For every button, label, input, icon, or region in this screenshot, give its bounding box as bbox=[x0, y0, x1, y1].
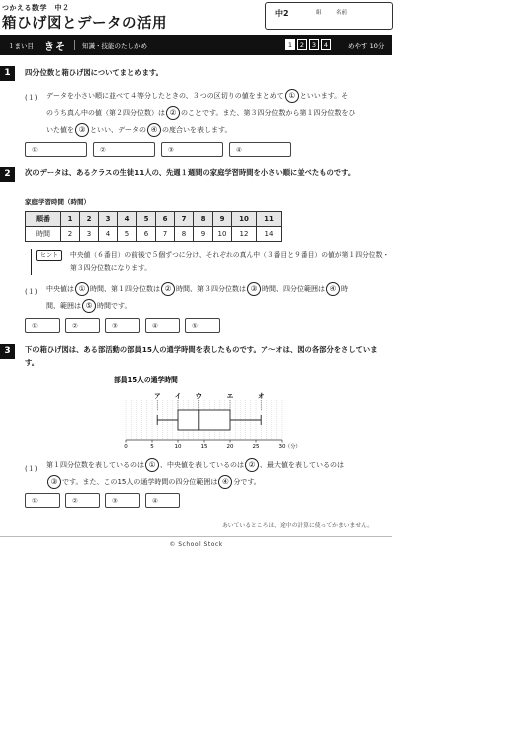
info-bar bbox=[0, 35, 392, 55]
question-2-text: 中央値は ① 時間、第１四分位数は ② 時間、第３四分位数は ③ 時間、四分位範囲は ④ 時 間、範囲は ⑤ 時間です。 bbox=[46, 281, 391, 315]
x-axis-unit: （分） bbox=[285, 444, 301, 450]
page-3[interactable]: 3 bbox=[309, 39, 319, 50]
hint-box bbox=[31, 249, 396, 275]
boxplot-chart bbox=[110, 372, 301, 456]
marker-label: イ bbox=[174, 392, 182, 400]
table-caption: 家庭学習時間（時間） bbox=[25, 198, 90, 206]
page-2[interactable]: 2 bbox=[297, 39, 307, 50]
x-tick-label: 30 bbox=[278, 444, 286, 450]
hint-text: 中央値（６番目）の前後で５個ずつに分け、それぞれの真ん中（３番目と９番目）の値が第１四分位数・第３四分位数になります。 bbox=[70, 251, 390, 272]
table-cell: 5 bbox=[118, 227, 137, 242]
blank-mark-3: ③ bbox=[75, 123, 89, 137]
iqr-box bbox=[178, 410, 230, 430]
scratch-note: あいているところは、途中の計算に使ってかまいません。 bbox=[222, 523, 374, 529]
marker-label: ウ bbox=[195, 392, 203, 400]
blank-mark-2: ② bbox=[166, 106, 180, 120]
blank-mark-5: ⑤ bbox=[82, 299, 96, 313]
blank-mark-1: ① bbox=[145, 458, 159, 472]
table-cell: 10 bbox=[213, 227, 232, 242]
blank-mark-4: ④ bbox=[326, 282, 340, 296]
blank-mark-1: ① bbox=[75, 282, 89, 296]
blank-mark-3: ③ bbox=[47, 475, 61, 489]
table-cell: 10 bbox=[232, 212, 257, 227]
blank-mark-1: ① bbox=[285, 89, 299, 103]
class-label: 組 bbox=[316, 10, 322, 16]
name-label: 名前 bbox=[336, 10, 348, 16]
page-1[interactable]: 1 bbox=[285, 39, 295, 50]
question-3-answer-row bbox=[25, 493, 180, 508]
blank-mark-2: ② bbox=[245, 458, 259, 472]
table-header-label: 順番 bbox=[26, 212, 61, 227]
copyright: © School Stock bbox=[169, 541, 223, 548]
level-label: きそ bbox=[44, 42, 66, 53]
question-2-number: 2 bbox=[0, 167, 15, 182]
marker-label: ア bbox=[153, 392, 161, 400]
question-2-answer-row bbox=[25, 318, 220, 333]
question-1-sub-label: (１) bbox=[25, 94, 38, 102]
answer-box[interactable]: ③ bbox=[105, 493, 140, 508]
table-cell: 4 bbox=[118, 212, 137, 227]
blank-mark-3: ③ bbox=[247, 282, 261, 296]
table-cell: 8 bbox=[175, 227, 194, 242]
blank-mark-2: ② bbox=[161, 282, 175, 296]
answer-box[interactable]: ① bbox=[25, 493, 60, 508]
x-tick-label: 0 bbox=[124, 444, 128, 450]
answer-box[interactable]: ⑤ bbox=[185, 318, 220, 333]
answer-box[interactable]: ② bbox=[65, 318, 100, 333]
table-cell: 14 bbox=[257, 227, 282, 242]
x-tick-label: 25 bbox=[252, 444, 260, 450]
table-cell: 4 bbox=[99, 227, 118, 242]
worksheet-title: 箱ひげ図とデータの活用 bbox=[2, 16, 167, 32]
marker-label: エ bbox=[226, 392, 234, 400]
table-cell: 3 bbox=[99, 212, 118, 227]
footer-divider bbox=[0, 536, 392, 537]
answer-box[interactable]: ② bbox=[65, 493, 100, 508]
table-cell: 5 bbox=[137, 212, 156, 227]
page-indicator bbox=[285, 39, 331, 50]
table-cell: 12 bbox=[232, 227, 257, 242]
answer-box[interactable]: ① bbox=[25, 142, 87, 157]
table-cell: 9 bbox=[213, 212, 232, 227]
marker-label: オ bbox=[257, 392, 265, 400]
x-tick-label: 5 bbox=[150, 444, 154, 450]
table-cell: 7 bbox=[175, 212, 194, 227]
question-1-answer-row bbox=[25, 142, 291, 157]
table-cell: 8 bbox=[194, 212, 213, 227]
page-4[interactable]: 4 bbox=[321, 39, 331, 50]
table-row bbox=[26, 212, 282, 227]
table-cell: 2 bbox=[80, 212, 99, 227]
time-guide: めやす 10分 bbox=[348, 42, 385, 50]
study-time-table bbox=[25, 211, 282, 242]
table-cell: 7 bbox=[156, 227, 175, 242]
question-2-sub-label: (１) bbox=[25, 288, 38, 296]
table-cell: 2 bbox=[61, 227, 80, 242]
question-3-title: 下の箱ひげ図は、ある部活動の部員15人の通学時間を表したものです。ア～オは、図の各部分をさしています。 bbox=[25, 345, 378, 367]
table-cell: 1 bbox=[61, 212, 80, 227]
name-box bbox=[265, 2, 393, 30]
answer-box[interactable]: ③ bbox=[105, 318, 140, 333]
table-cell: 9 bbox=[194, 227, 213, 242]
x-tick-label: 20 bbox=[226, 444, 234, 450]
answer-box[interactable]: ④ bbox=[145, 493, 180, 508]
question-1-number: 1 bbox=[0, 66, 15, 81]
answer-box[interactable]: ④ bbox=[145, 318, 180, 333]
hint-tag: ヒント bbox=[36, 250, 62, 261]
sheet-label: １まい目 bbox=[8, 42, 34, 50]
x-tick-label: 10 bbox=[174, 444, 182, 450]
table-row bbox=[26, 227, 282, 242]
question-3-number: 3 bbox=[0, 344, 15, 359]
question-3-text: 第１四分位数を表しているのは ① 、中央値を表しているのは ② 、最大値を表しているのは ③ です。また、この15人の通学時間の四分位範囲は ④ 分です。 bbox=[46, 457, 391, 491]
table-cell: 3 bbox=[80, 227, 99, 242]
table-header-label: 時間 bbox=[26, 227, 61, 242]
answer-box[interactable]: ④ bbox=[229, 142, 291, 157]
blank-mark-4: ④ bbox=[147, 123, 161, 137]
series-label: つかえる数学 中２ bbox=[2, 4, 70, 12]
boxplot-svg bbox=[110, 372, 301, 452]
answer-box[interactable]: ① bbox=[25, 318, 60, 333]
table-cell: 11 bbox=[257, 212, 282, 227]
table-cell: 6 bbox=[156, 212, 175, 227]
question-3-sub-label: (１) bbox=[25, 465, 38, 473]
question-1-text: データを小さい順に並べて４等分したときの、３つの区切りの値をまとめて ① といいます。そ のうち真ん中の値（第２四分位数）は ② のことです。また、第３四分位数から第１四分位数をひ いた値を ③ といい、データの ④ の度合いを表します。 bbox=[46, 88, 391, 139]
table-cell: 6 bbox=[137, 227, 156, 242]
x-tick-label: 15 bbox=[200, 444, 208, 450]
bar-divider bbox=[74, 40, 75, 50]
question-2-title: 次のデータは、あるクラスの生徒11人の、先週１週間の家庭学習時間を小さい順に並べたものです。 bbox=[25, 168, 356, 177]
blank-mark-4: ④ bbox=[218, 475, 232, 489]
grade-label: 中2 bbox=[275, 9, 289, 18]
subtitle-label: 知識・技能のたしかめ bbox=[82, 42, 147, 50]
chart-title: 部員15人の通学時間 bbox=[114, 376, 178, 384]
question-1-title: 四分位数と箱ひげ図についてまとめます。 bbox=[25, 68, 163, 77]
answer-box[interactable]: ③ bbox=[161, 142, 223, 157]
answer-box[interactable]: ② bbox=[93, 142, 155, 157]
